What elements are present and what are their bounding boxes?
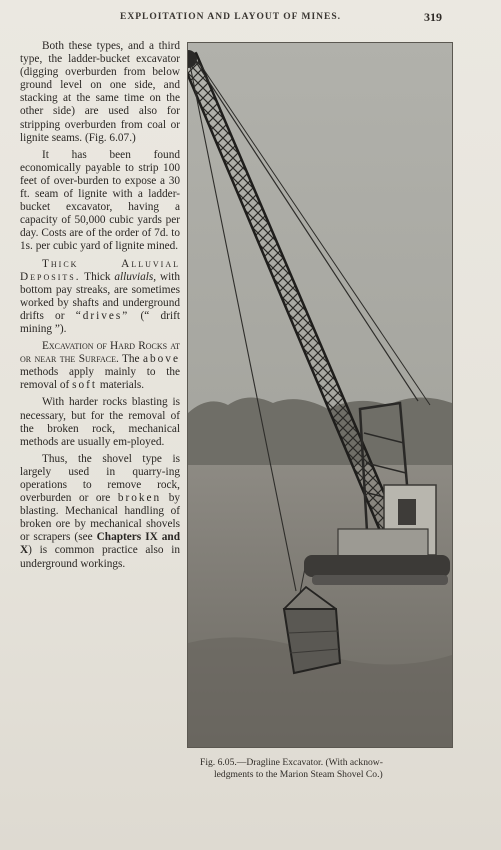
text-fragment: by blasting. Mechanical handling of broken ore by mechanical shovels or scrapers (see (20, 492, 180, 544)
paragraph-blasting: With harder rocks blasting is necessary, but for the removal of the broken rock, mechanical methods are usually em-ployed. (20, 396, 180, 448)
figure-caption (200, 757, 470, 781)
caption-line-2: ledgments to the Marion Steam Shovel Co.) (214, 769, 383, 780)
text-column (20, 40, 180, 575)
paragraph-excavator-types: Both these types, and a third type, the ladder-bucket excavator (digging overburden from below ground level on one side, and stacking at the same time on the other side) are used also for stripping overburden from coal or lignite seams. (Fig. 6.07.) (20, 40, 180, 144)
italic-term-alluvials: alluvials, (114, 270, 157, 283)
text-fragment: with bottom pay streaks, are sometimes worked by shafts and underground drifts or (20, 270, 181, 322)
quoted-term-drives: “drives” (75, 309, 130, 322)
spaced-word-broken: broken (117, 492, 162, 505)
paragraph-thick-alluvial-deposits (20, 258, 180, 337)
text-fragment: (“ drift mining ”). (20, 309, 180, 335)
text-fragment: The (122, 353, 140, 366)
spaced-word-above: above (143, 353, 180, 366)
caption-line-1: Fig. 6.05.—Dragline Excavator. (With acknow- (200, 757, 383, 768)
text-fragment: Thick (84, 270, 111, 283)
running-head: EXPLOITATION AND LAYOUT OF MINES. (120, 12, 342, 22)
section-heading-alluvial: Thick Alluvial Deposits. (20, 257, 180, 283)
paragraph-shovel-type (20, 453, 180, 571)
chapter-reference: Chapters IX and X (20, 531, 180, 557)
page-header (0, 12, 501, 28)
text-fragment: ) is common practice also in underground workings. (20, 544, 180, 570)
text-fragment: materials. (99, 379, 145, 392)
text-fragment: Thus, the shovel type is largely used in quarry-ing operations to remove rock, overburden or ore (20, 452, 180, 505)
paragraph-lignite-costs: It has been found economically payable to strip 100 feet of over-burden to expose a 30 ft. seam of lignite with a ladder-bucket excavator, having a capacity of 50,000 cubic yards per day. Costs are of the order of 7d. to 1s. per cubic yard of lignite mined. (20, 148, 180, 253)
spaced-word-soft: soft (72, 379, 98, 392)
dragline-excavator-photo (187, 42, 453, 748)
text-fragment: methods apply mainly to the removal of (20, 366, 180, 392)
paragraph-hard-rocks (20, 340, 180, 392)
section-heading-hard-rocks: Excavation of Hard Rocks at or near the Surface. (20, 340, 180, 366)
page-number: 319 (424, 10, 442, 24)
